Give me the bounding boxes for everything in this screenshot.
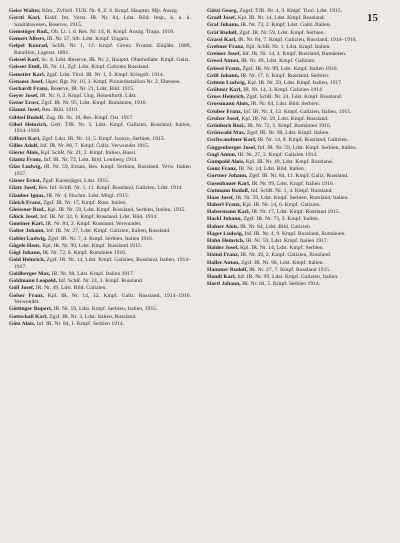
entry-text: IR. Nr. 17, 6. Kmpf. Russland, Serbien.	[240, 72, 330, 79]
entry-name: Geisser Emil,	[9, 64, 42, 71]
directory-entry	[9, 15, 191, 28]
entry-text: Inf. IR. Nr. 99, Ldst. Kmpf. Galizien, Italien.	[237, 273, 339, 280]
entry-name: Haiml Franz,	[207, 252, 240, 259]
directory-entry	[207, 66, 389, 73]
entry-name: Gobiet Ludwig,	[9, 235, 47, 242]
entry-name: Habermann Karl,	[207, 209, 251, 216]
directory-entry	[207, 245, 389, 252]
directory-entry	[9, 214, 191, 221]
entry-name: Haller Anton,	[207, 259, 240, 266]
entry-name: Greiner Josef,	[207, 51, 241, 58]
entry-name: Gruber Franz,	[207, 108, 243, 115]
directory-entry	[207, 51, 389, 58]
entry-name: Gögl Johann,	[9, 250, 42, 256]
directory-entry	[207, 130, 389, 137]
entry-text: IR. Nr. 49, 2. Kmpf. Galizien, Russland.	[240, 252, 332, 259]
entry-name: Gemstöger Rud.,	[9, 28, 50, 35]
directory-entry	[9, 107, 191, 114]
entry-name: Gilles Adolf,	[9, 142, 39, 149]
directory-entry	[207, 116, 389, 123]
entry-name: Gilbert Karl,	[9, 135, 41, 142]
entry-text: Inf. SchR. Nr. 24, 3. Kmpf. Russland.	[58, 278, 144, 285]
directory-entry	[9, 136, 191, 143]
entry-name: Gumpold Alois,	[207, 158, 245, 165]
entry-text: IR. Nr. 14, 3. Kmpf. Galizien 1914.	[243, 87, 324, 94]
entry-name: Geyer Josef,	[9, 93, 39, 100]
entry-text: Zgsf. Kaiserjäger, Ldst. 1915.	[42, 178, 110, 185]
entry-name: Gerhardt Franz,	[9, 85, 49, 92]
directory-entry	[207, 8, 389, 15]
entry-text: Kpl. IR. Nr. 99, Ldst. Kmpf. Russland 1915.	[42, 242, 143, 249]
entry-text: Reserve, IR. Nr. 21, Ldst. Bild. 1915.	[50, 85, 135, 92]
entry-name: Hafner Alois,	[207, 223, 239, 230]
entry-text: IR. Nr. 59, Ldst. Kmpf. Serbien, Italien, 1915.	[53, 306, 158, 313]
directory-entry	[207, 260, 389, 267]
entry-text: Zgsf. IR. Nr. 95, Ldst. Kmpf. Rumänien, 1916.	[41, 100, 147, 107]
entry-name: Hackl Johann,	[207, 216, 242, 223]
directory-entry	[9, 57, 191, 64]
entry-text: IR. Nr. 27, 2. Kmpf. Galizien 1914.	[237, 151, 318, 158]
directory-entry	[9, 278, 191, 285]
entry-text: Ob. Lt. i. d. Res. Nr. 14, R. Kmpf. Auszg. Trapp. 1916.	[51, 28, 175, 35]
directory-entry	[9, 93, 191, 100]
directory-entry	[9, 86, 191, 93]
entry-name: Gmeiner Karl,	[9, 221, 45, 228]
entry-name: Gräf Rudolf,	[207, 29, 238, 36]
entry-text: Kpl. IR. Nr. 59, Ldst. Kmpf. Italien, 1917.	[247, 79, 343, 86]
entry-name: Gibbel Rudolf,	[9, 114, 45, 121]
entry-text: Kfm., Zvfortl. TUR. Nr. 8, Z. 6. Kmpf. Hauptm. Mjr. Auszg.	[41, 8, 179, 14]
entry-text: Zgsf. IR. Nr. 98, Ldst. Kmpf. Italien.	[246, 130, 330, 137]
entry-text: Zgsf. IR. Nr. 59, Ldst. Kmpf. Serbien.	[239, 29, 325, 36]
directory-entry	[9, 72, 191, 79]
entry-text: Gefr. TJR. Nr. 3, Ldst. Kmpf. Galizien, Russland, Italien, 1914–1916.	[14, 121, 191, 135]
entry-name: Gold Heinrich,	[9, 257, 45, 264]
entry-text: IR. Nr. 11, Zgf. Ldst. Kmpf. Galizien Russland.	[42, 64, 150, 71]
directory-entry	[9, 243, 191, 250]
entry-name: Gschwandtner Karl,	[207, 137, 257, 144]
directory-entry	[207, 94, 389, 101]
entry-name: Gemert Albert,	[9, 36, 46, 43]
directory-entry	[207, 137, 389, 144]
entry-text: IR. Nr. 37, Sth. Ldst. Kmpf. Ungarn.	[46, 36, 130, 43]
directory-entry	[207, 281, 389, 288]
entry-name: Gezor Ernst,	[9, 100, 40, 107]
directory-entry	[9, 8, 191, 15]
directory-entry	[207, 252, 389, 259]
entry-text: Kpl. IR. Nr. 49, Ldst. Kmpf. Russland.	[245, 158, 334, 165]
entry-name: Gianni Josef,	[9, 107, 41, 114]
left-column	[9, 8, 191, 328]
entry-text: Inf. IR. Nr. 59, Ldst. Kmpf. Serbien, Italien.	[257, 144, 358, 151]
entry-text: IR. Nr. 84, 2. Kmpf. Russland. Verwundet.	[45, 221, 142, 228]
entry-name: Gottschall Karl,	[9, 313, 48, 320]
directory-entry	[9, 143, 191, 150]
entry-text: IR. Nr. 84, Ldst. Bild. Serbien.	[250, 101, 320, 108]
entry-name: Grimm Ludwig,	[207, 79, 246, 86]
directory-entry	[207, 22, 389, 29]
directory-entry	[9, 36, 191, 43]
entry-text: Zgsf. Ldst. Tirol. IR. Nr. 1, 9. Kmpf. Kriegsfr. 1914.	[46, 71, 165, 78]
entry-text: IR. Nr. 84, 5. Kmpf. Serbien 1914.	[242, 281, 321, 288]
entry-name: Genaesz Josef,	[9, 78, 44, 85]
entry-name: Göll Josef,	[9, 285, 35, 292]
directory-entry	[207, 109, 389, 116]
entry-name: Glaser Ernst,	[9, 178, 42, 185]
entry-name: Gober Johann,	[9, 228, 45, 235]
entry-text: SchR. Nr. 1, 12. Kmpf. Grenz. Frontst. Einjähr. 1889, Bataillon, Lagerst. 1891.	[14, 43, 191, 56]
entry-text: IR. Nr. 99, Ldst. Kmpf. Italien 1916.	[251, 180, 335, 187]
entry-name: Glantz Franz,	[9, 157, 43, 164]
directory-entry	[9, 79, 191, 86]
directory-entry	[207, 152, 389, 159]
entry-name: Grossmann Alois,	[207, 101, 250, 108]
entry-name: Guggenberger Josef,	[207, 144, 257, 151]
directory-entry	[9, 250, 191, 257]
directory-entry	[9, 228, 191, 235]
entry-name: Gerstl Karl,	[9, 15, 41, 22]
entry-name: Hahn Heinrich,	[207, 238, 245, 244]
entry-name: Goldmann Leopold,	[9, 278, 58, 285]
entry-name: Gruber Josef,	[207, 115, 240, 122]
directory-entry	[9, 150, 191, 157]
entry-text: Inf. IR. Nr. 14, 4. Kmpf. Russland, Rumänien.	[242, 51, 347, 58]
directory-entry	[9, 100, 191, 107]
entry-name: Gleich Franz,	[9, 199, 42, 206]
entry-text: IR. Nr. 17, Ldst. Kmpf. Russland 1915.	[251, 209, 341, 216]
directory-entry	[9, 271, 191, 278]
directory-entry	[207, 238, 389, 245]
entry-text: IR. Nr. 49, Ldst. Kmpf. Galizien.	[241, 58, 316, 65]
entry-text: Res. Bild. 1916.	[41, 107, 79, 114]
directory-entry	[9, 236, 191, 243]
entry-text: IR. Nr. 98, Ldst. Kmpf. Italien 1917.	[51, 270, 135, 277]
directory-entry	[9, 29, 191, 36]
entry-text: Eisbf. Int. Vorst. IR. Nr. 84, Ldst. Bild. Insp., k. u. k. Sanitätswesen, Reserve, 1915.	[14, 15, 191, 28]
entry-text: Kpl. IR. Nr. 59, Ldst. Kmpf. Russland, Serbien, Italien, 1915.	[47, 206, 186, 213]
entry-name: Grünbeck Rud.,	[207, 123, 246, 129]
entry-name: Gemstier Karl,	[9, 71, 46, 78]
directory-entry	[207, 15, 389, 22]
entry-name: Gross Heinrich,	[207, 94, 245, 101]
entry-text: IR. Nr. 4, Hochm. Ldst. Mitgl. 1915.	[46, 192, 130, 199]
entry-name: Geipel Konrad,	[9, 43, 49, 50]
entry-name: Grill Johann,	[207, 72, 240, 79]
directory-entry	[207, 274, 389, 281]
page-number: 15	[367, 12, 378, 24]
entry-text: Zgsf. SchR. Nr. 24, Ldst. Kmpf. Russland.	[246, 94, 343, 101]
entry-name: Haider Josef,	[207, 245, 239, 252]
entry-name: Handl Karl,	[207, 273, 237, 280]
entry-text: IR. Nr. 6, 2. Kmpf. Ung. Hohenfurth. Ldst.	[39, 93, 137, 100]
entry-name: Hammer Rudolf,	[207, 266, 248, 273]
entry-name: Gröbner Karl,	[207, 87, 242, 94]
entry-name: Gusenbauer Karl,	[207, 180, 251, 187]
entry-text: Res. Inf. SchR. Nr. 1, 11. Kmpf. Russland, Galizien. Ldst. 1914.	[38, 185, 183, 192]
directory-entry	[9, 157, 191, 164]
directory-entry	[9, 178, 191, 185]
entry-name: Gibel Heinrich,	[9, 121, 48, 128]
entry-text: Kpl. IR. Nr. 14, Ldst. Kmpf. Russland.	[237, 15, 326, 22]
directory-entry	[9, 257, 191, 270]
directory-entry	[9, 164, 191, 177]
entry-text: Kpl. IR. Nr. 14, Ldst. Kmpf. Serbien.	[240, 245, 324, 252]
directory-entry	[207, 267, 389, 274]
entry-text: Zgsf. IR. Nr. 17, Kmpf. Russ. Italien.	[43, 199, 128, 206]
entry-text: IR. Nr. 84, Ldst. Bild. Galizien.	[240, 223, 312, 230]
entry-name: Grebner Franz,	[207, 43, 245, 50]
directory-entry	[207, 30, 389, 37]
directory-entry	[207, 166, 389, 173]
entry-name: Götzl Georg,	[207, 8, 238, 14]
entry-text: IR. Nr. 14, 8. Kmpf. Russland, Galizien.	[257, 137, 349, 144]
directory-entry	[9, 221, 191, 228]
directory-entry	[207, 231, 389, 238]
entry-name: Gurtner Johann,	[207, 173, 248, 180]
entry-name: Geiss Walter,	[9, 8, 41, 14]
entry-text: IR. Nr. 72, 5. Kmpf. Rumänien 1916.	[247, 123, 332, 129]
directory-entry	[9, 43, 191, 56]
directory-entry	[207, 181, 389, 188]
entry-text: Kpl. IR. Nr. 14, 6. Kmpf. Galizien.	[242, 202, 321, 209]
entry-text: Zgsf. IR. Nr. 99, Ldst. Kmpf. Italien 1916.	[242, 65, 338, 72]
entry-text: Inf. IR. Nr. 73, Ldst. Bild. Lemberg 1914.	[43, 157, 138, 164]
directory-entry	[207, 224, 389, 231]
directory-entry	[207, 123, 389, 130]
directory-entry	[9, 207, 191, 214]
directory-entry	[9, 185, 191, 192]
directory-entry	[9, 314, 191, 321]
directory-entry	[9, 293, 191, 306]
entry-text: Kpl. IR. Nr. 14, 12. Kmpf. Galiz. Russland, 1914–1916. Verwundet.	[14, 292, 191, 306]
entry-text: IR. Nr. 73, 2. Kmpf. Ldst. Galiz. Italien.	[240, 22, 331, 29]
entry-text: Sc. d. Ldst. Reserve, IR. Nr. 2, Hauptd. Oberhollabr. Kmpf. Galiz.	[41, 57, 191, 64]
entry-name: Gögele Hans,	[9, 242, 41, 249]
directory-entry	[9, 321, 191, 328]
entry-text: IR. Nr. 49, Ldst. Bild. Galizien.	[35, 285, 107, 292]
entry-text: Zgsf. IR. Nr. 84, 11. Kmpf. Galiz. Russland.	[248, 173, 349, 180]
entry-text: IR. Nr. 72, 8. Kmpf. Rumänien 1916.	[42, 250, 127, 256]
entry-text: Zgsf. IR. Nr. 73, 3. Kmpf. Italien.	[243, 216, 320, 223]
entry-name: Glatz Josef,	[9, 185, 38, 192]
entry-name: Hartl Johann,	[207, 281, 241, 288]
directory-entry	[207, 188, 389, 195]
entry-text: IR. Nr. 59, Ldst. Kmpf. Serbien, Russland, Italien.	[235, 194, 349, 201]
entry-text: IR. Nr. 27, 7. Kmpf. Russland 1915.	[249, 266, 331, 273]
entry-text: Zgsf. Ldst. IR. Nr. 14, 5. Kmpf. Isonzo, Serbien, 1915.	[41, 135, 166, 142]
directory-entry	[207, 173, 389, 180]
entry-text: Zgsf. IR. Nr. 3, Ldst. Italien, Russland.	[49, 313, 137, 320]
directory-entry	[9, 115, 191, 122]
entry-name: Glück Josef,	[9, 214, 39, 221]
directory-entry	[9, 285, 191, 292]
directory-entry	[207, 209, 389, 216]
entry-text: Kpl. SchR. Nr. 21, 2. Kmpf. Italien, Russl.	[40, 149, 137, 156]
entry-text: Kpl. SchR. Nr. 1, Ldst. Kmpf. Italien.	[245, 43, 331, 50]
entry-text: Inf. SchR. Nr. 1, 4. Kmpf. Russland.	[250, 187, 333, 194]
entry-text: Inf. IR. Nr. 27, Ldst. Kmpf. Galizien, Italien, Russland.	[46, 228, 171, 235]
entry-name: Grünwald Max,	[207, 130, 246, 137]
entry-name: Gunz Franz,	[207, 166, 238, 173]
entry-text: IR. Nr. 14, Ldst. Bild. Italien.	[238, 166, 306, 173]
entry-text: Inf. IR. Nr. 4, 9. Kmpf. Russland, Rumänien.	[244, 230, 346, 237]
entry-text: Inf. IR. Nr. 32, 6. Kmpf. Russland. Ldst. Bild. 1914.	[40, 214, 158, 221]
directory-entry	[207, 44, 389, 51]
directory-entry	[207, 58, 389, 65]
directory-entry	[207, 159, 389, 166]
directory-entry	[207, 101, 389, 108]
entry-name: Gugl Anton,	[207, 151, 237, 158]
entry-text: Zgsf. IR. Nr. 7, 4. Kmpf. Serbien, Italien 1916.	[47, 235, 154, 242]
directory-entry	[9, 306, 191, 313]
entry-text: Inf. IR. Nr. 88, 7. Kmpf. Galiz. Verwundet 1915.	[40, 142, 150, 149]
directory-entry	[207, 87, 389, 94]
entry-name: Graf Johann,	[207, 22, 240, 29]
entry-text: IR. Nr. 59, Ldst. Kmpf. Italien 1917.	[245, 238, 329, 244]
entry-text: Zugsf. TJR. Nr. 4, 9. Kmpf. Tirol. Ldst. 1915.	[239, 8, 343, 14]
directory-entry	[9, 193, 191, 200]
right-column	[207, 8, 389, 288]
entry-name: Griessl Franz,	[207, 65, 242, 72]
directory-entry	[207, 145, 389, 152]
entry-name: Golser Franz,	[9, 292, 45, 299]
entry-text: Jäger, Rgt. Nr. 16, 3. Kmpf. Pionierbataillon Nr. 2, Ebensee.	[45, 78, 181, 85]
entry-name: Gradl Josef,	[207, 15, 237, 22]
directory-entry	[9, 200, 191, 207]
directory-entry	[9, 64, 191, 71]
entry-name: Haberl Franz,	[207, 202, 241, 209]
entry-name: Geissel Karl,	[9, 57, 40, 64]
entry-text: Zgsf. IR. Nr. 14, Ldst. Kmpf. Galizien, Russland, Italien, 1914–1917.	[14, 257, 191, 270]
directory-entry	[207, 80, 389, 87]
entry-text: Kpl. IR. Nr. 59, Ldst. Kmpf. Russland.	[241, 115, 329, 122]
directory-entry	[207, 37, 389, 44]
directory-entry	[207, 73, 389, 80]
entry-name: Gutmann Rudolf,	[207, 187, 250, 194]
entry-name: Glas Ludwig,	[9, 164, 42, 171]
directory-entry	[207, 202, 389, 209]
entry-name: Gressl Anton,	[207, 58, 240, 65]
directory-entry	[207, 216, 389, 223]
entry-name: Gleissner Rud.,	[9, 206, 46, 213]
entry-name: Hager Ludwig,	[207, 230, 244, 237]
entry-name: Göttinger Rupert,	[9, 306, 53, 313]
directory-entry	[9, 122, 191, 135]
entry-text: IR. Nr. 59, Ersatz, Res. Kmpf. Serbien, Russland. Verw. Italien 1917.	[14, 164, 191, 177]
entry-name: Haas Josef,	[207, 194, 235, 201]
entry-text: Inf. IR. Nr. 84, 1. Kmpf. Serbien 1914.	[36, 320, 125, 327]
entry-name: Glauber Ignaz,	[9, 192, 46, 199]
entry-name: Goldberger Max,	[9, 270, 51, 277]
entry-name: Gierer Alois,	[9, 149, 40, 156]
entry-text: Zug. IR. Nr. 10, Res. Kmpf. Ost. 1917.	[46, 114, 134, 121]
entry-name: Götz Alois,	[9, 320, 36, 327]
entry-name: Grassl Karl,	[207, 36, 237, 43]
entry-text: Zgsf. IR. Nr. 98, Ldst. Kmpf. Italien.	[241, 259, 324, 266]
entry-text: IR. Nr. 84, 7. Kmpf. Galizien, Russland, 1914–1916.	[238, 36, 357, 43]
directory-entry	[207, 195, 389, 202]
entry-text: Inf. IR. Nr. 4, 12. Kmpf. Galizien, Italien, 1915.	[243, 108, 352, 115]
